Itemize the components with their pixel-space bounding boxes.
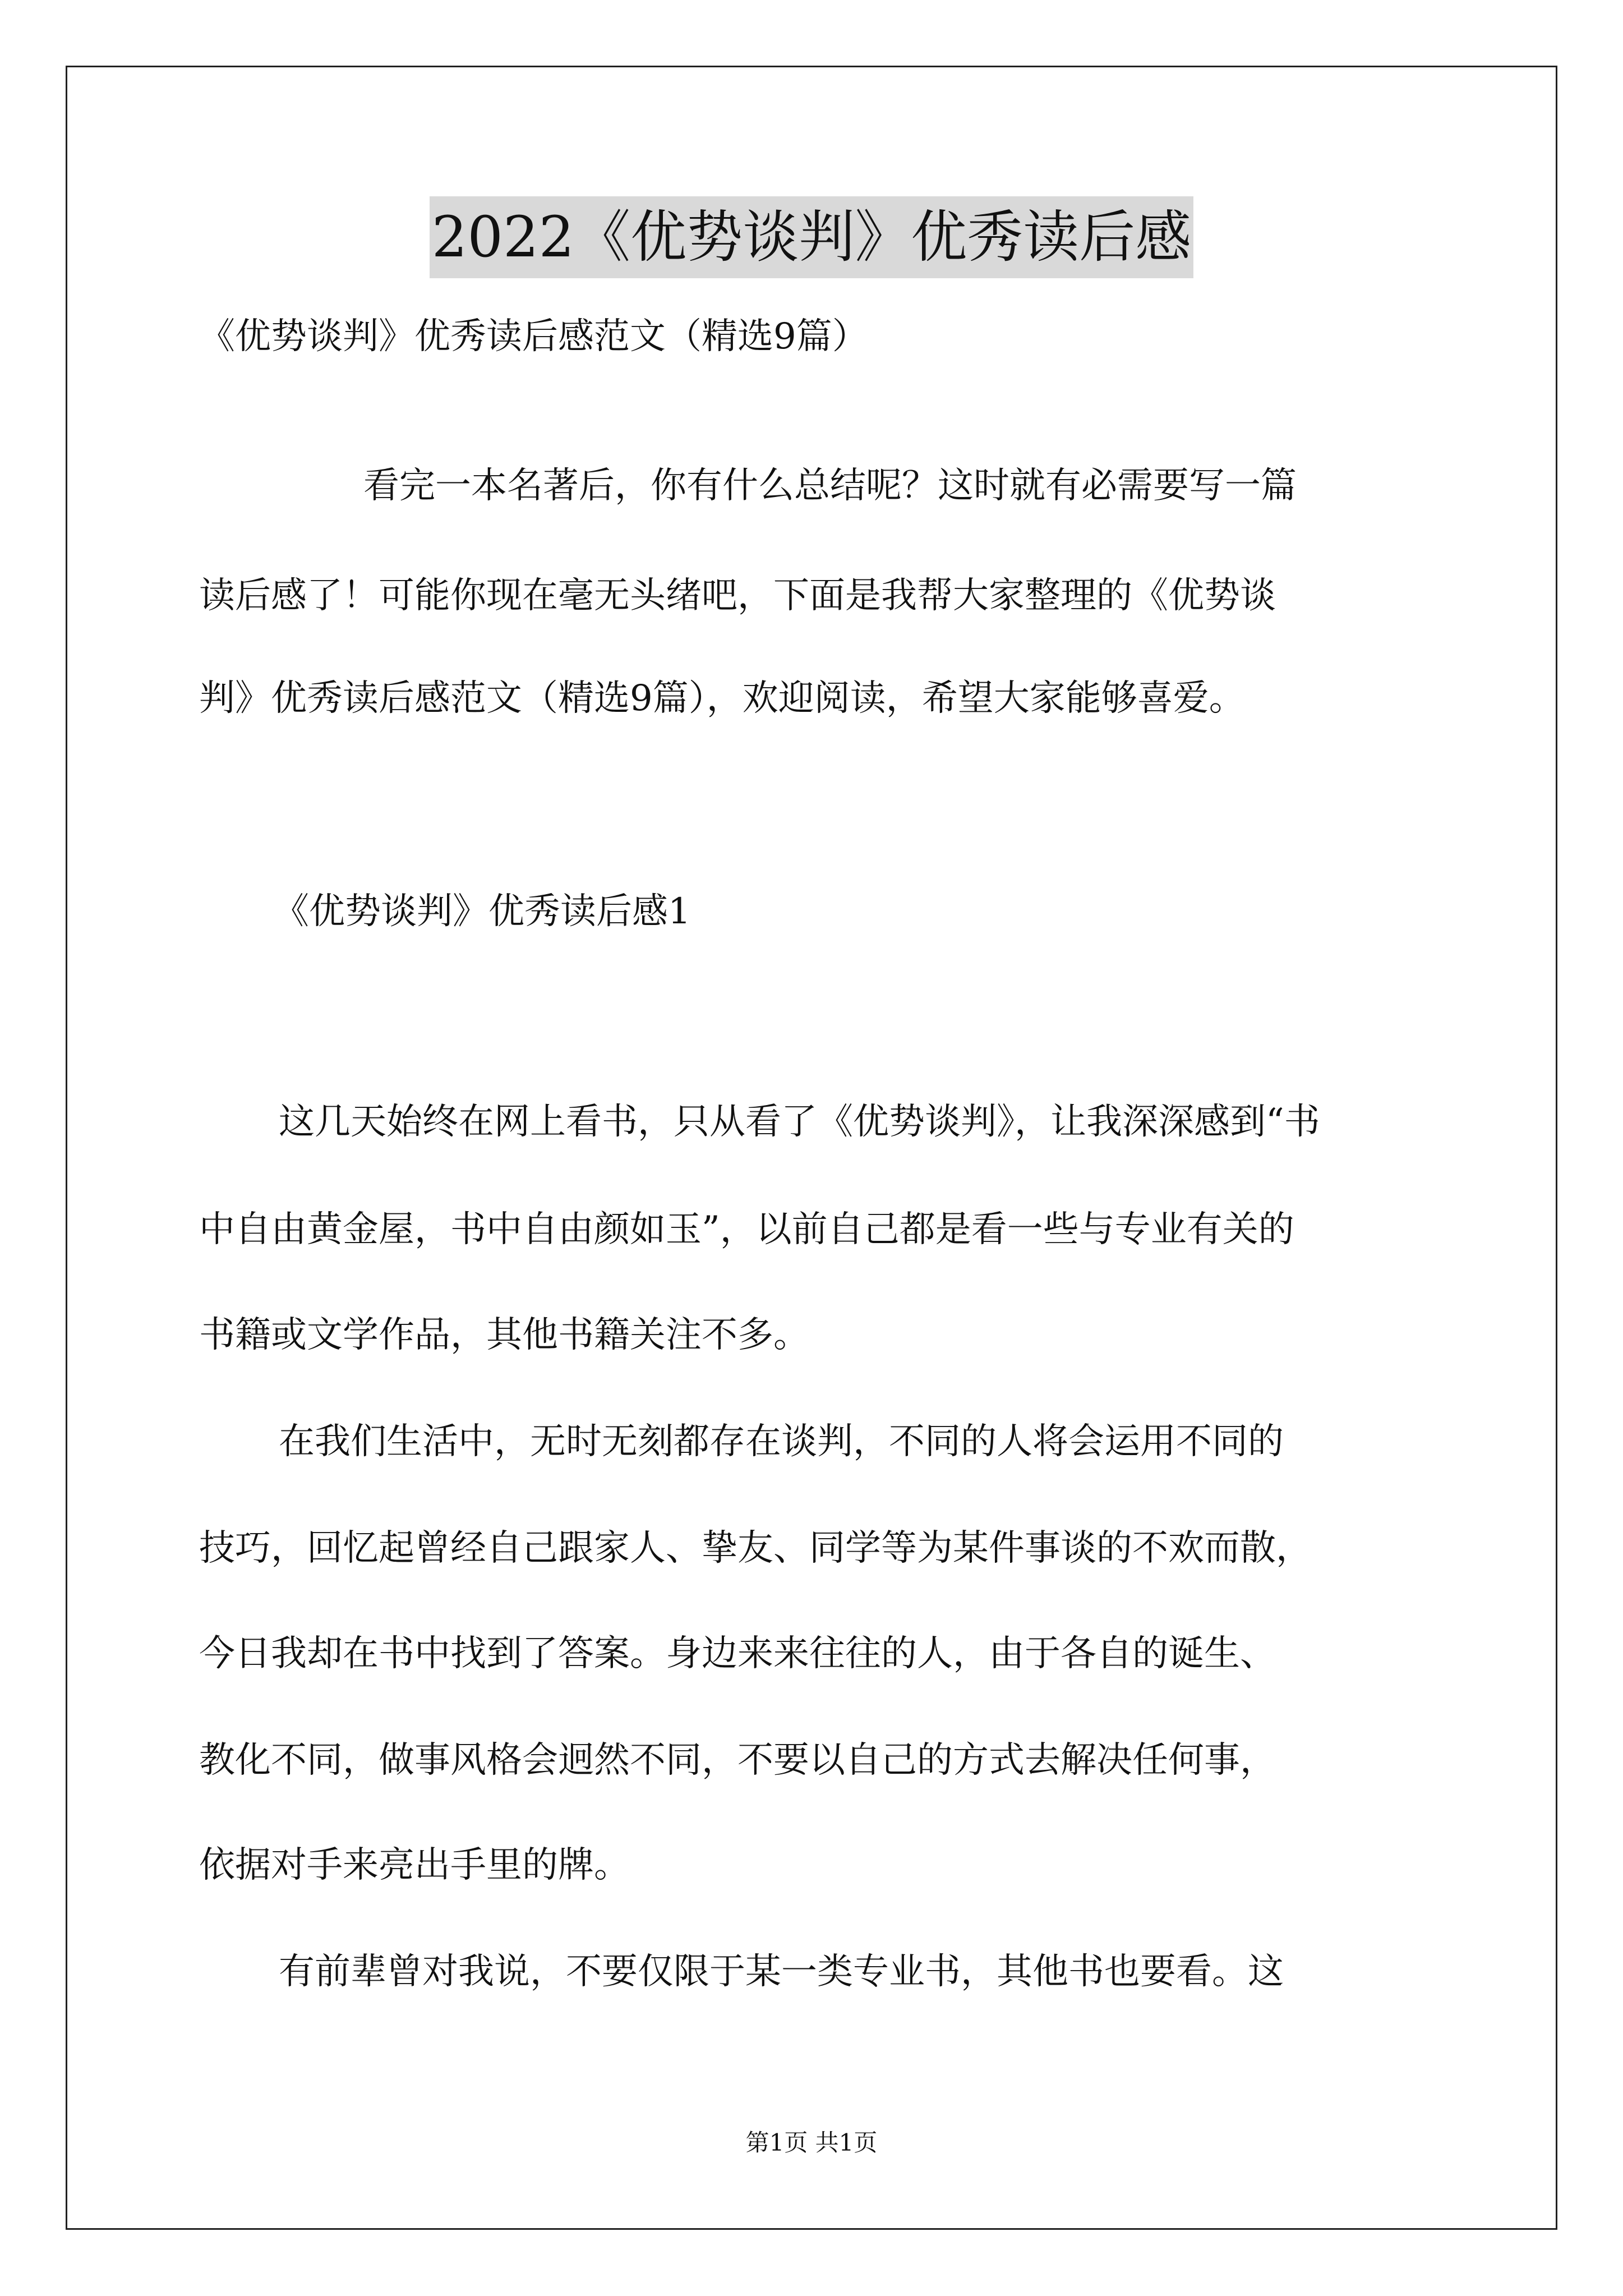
paragraph-2-line-2: 技巧，回忆起曾经自己跟家人、挚友、同学等为某件事谈的不欢而散， (199, 1527, 1312, 1569)
document-subtitle: 《优势谈判》优秀读后感范文（精选9篇） (199, 316, 868, 357)
paragraph-1-line-1: 这几天始终在网上看书，只从看了《优势谈判》，让我深深感到“书 (279, 1101, 1320, 1143)
paragraph-2-line-3: 今日我却在书中找到了答案。身边来来往往的人，由于各自的诞生、 (199, 1633, 1276, 1674)
page-footer: 第1页 共1页 (745, 2129, 878, 2156)
paragraph-3-line-1: 有前辈曾对我说，不要仅限于某一类专业书，其他书也要看。这 (279, 1951, 1284, 1993)
paragraph-2-line-4: 教化不同，做事风格会迥然不同，不要以自己的方式去解决任何事， (199, 1740, 1276, 1781)
intro-line-3: 判》优秀读后感范文（精选9篇），欢迎阅读，希望大家能够喜爱。 (199, 678, 1245, 719)
title-container (0, 196, 1623, 278)
paragraph-1-line-3: 书籍或文学作品，其他书籍关注不多。 (199, 1314, 809, 1356)
section-heading: 《优势谈判》优秀读后感1 (273, 891, 691, 932)
intro-line-1: 看完一本名著后，你有什么总结呢？这时就有必需要写一篇 (363, 465, 1297, 507)
intro-line-2: 读后感了！可能你现在毫无头绪吧，下面是我帮大家整理的《优势谈 (199, 575, 1276, 616)
document-title: 2022《优势谈判》优秀读后感 (430, 196, 1194, 278)
page-border (66, 66, 1557, 2230)
paragraph-2-line-5: 依据对手来亮出手里的牌。 (199, 1844, 630, 1886)
paragraph-1-line-2: 中自由黄金屋，书中自由颜如玉”，以前自己都是看一些与专业有关的 (199, 1209, 1294, 1250)
paragraph-2-line-1: 在我们生活中，无时无刻都存在谈判，不同的人将会运用不同的 (279, 1421, 1284, 1462)
